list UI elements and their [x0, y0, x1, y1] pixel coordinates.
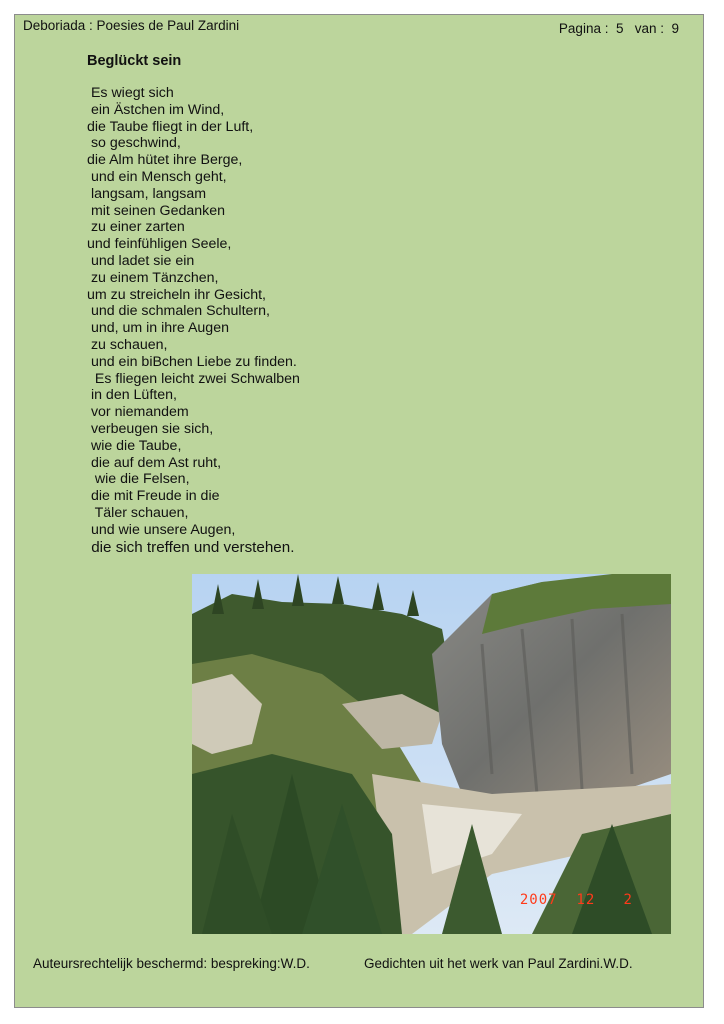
- poem-line: Es fliegen leicht zwei Schwalben: [87, 370, 300, 387]
- poem-line: die mit Freude in die: [87, 488, 220, 505]
- poem-line: und feinfühligen Seele,: [87, 236, 232, 253]
- poem-line: ein Ästchen im Wind,: [87, 101, 225, 118]
- footer-copyright: Auteursrechtelijk beschermd: bespreking:W.D.: [33, 956, 310, 971]
- poem-line: die Alm hütet ihre Berge,: [87, 152, 243, 169]
- footer-source: Gedichten uit het werk van Paul Zardini.W.D.: [364, 956, 633, 971]
- poem-line: zu einer zarten: [87, 219, 185, 236]
- poem-line: zu schauen,: [87, 336, 168, 353]
- landscape-photo: [192, 574, 671, 934]
- poem-line: die auf dem Ast ruht,: [87, 454, 222, 471]
- poem-line: vor niemandem: [87, 404, 189, 421]
- poem-line: zu einem Tänzchen,: [87, 269, 219, 286]
- poem-title: Beglückt sein: [87, 53, 182, 69]
- poem-line: Täler schauen,: [87, 504, 189, 521]
- page-number: Pagina : 5 van : 9: [558, 21, 679, 36]
- poem-body: [87, 85, 300, 556]
- poem-line: mit seinen Gedanken: [87, 202, 226, 219]
- poem-line: und ein biBchen Liebe zu finden.: [87, 353, 297, 370]
- poem-line: die Taube fliegt in der Luft,: [87, 118, 254, 135]
- poem-line: und, um in ihre Augen: [87, 320, 229, 337]
- poem-line: und die schmalen Schultern,: [87, 303, 270, 320]
- poem-line: wie die Felsen,: [87, 471, 190, 488]
- poem-line: so geschwind,: [87, 135, 181, 152]
- poem-line: in den Lüften,: [87, 387, 177, 404]
- poem-line: wie die Taube,: [87, 437, 182, 454]
- poem-line: und wie unsere Augen,: [87, 521, 236, 538]
- poem-line: die sich treffen und verstehen.: [87, 538, 295, 556]
- document-page: [14, 14, 704, 1008]
- landscape-illustration: [192, 574, 671, 934]
- poem-line: verbeugen sie sich,: [87, 420, 214, 437]
- poem-line: um zu streicheln ihr Gesicht,: [87, 286, 266, 303]
- photo-date-stamp: 2007 12 2: [519, 892, 633, 908]
- poem-line: und ladet sie ein: [87, 252, 195, 269]
- poem-line: und ein Mensch geht,: [87, 168, 227, 185]
- poem-line: Es wiegt sich: [87, 85, 174, 101]
- poem-line: langsam, langsam: [87, 185, 207, 202]
- header-left: Deboriada : Poesies de Paul Zardini: [23, 18, 240, 33]
